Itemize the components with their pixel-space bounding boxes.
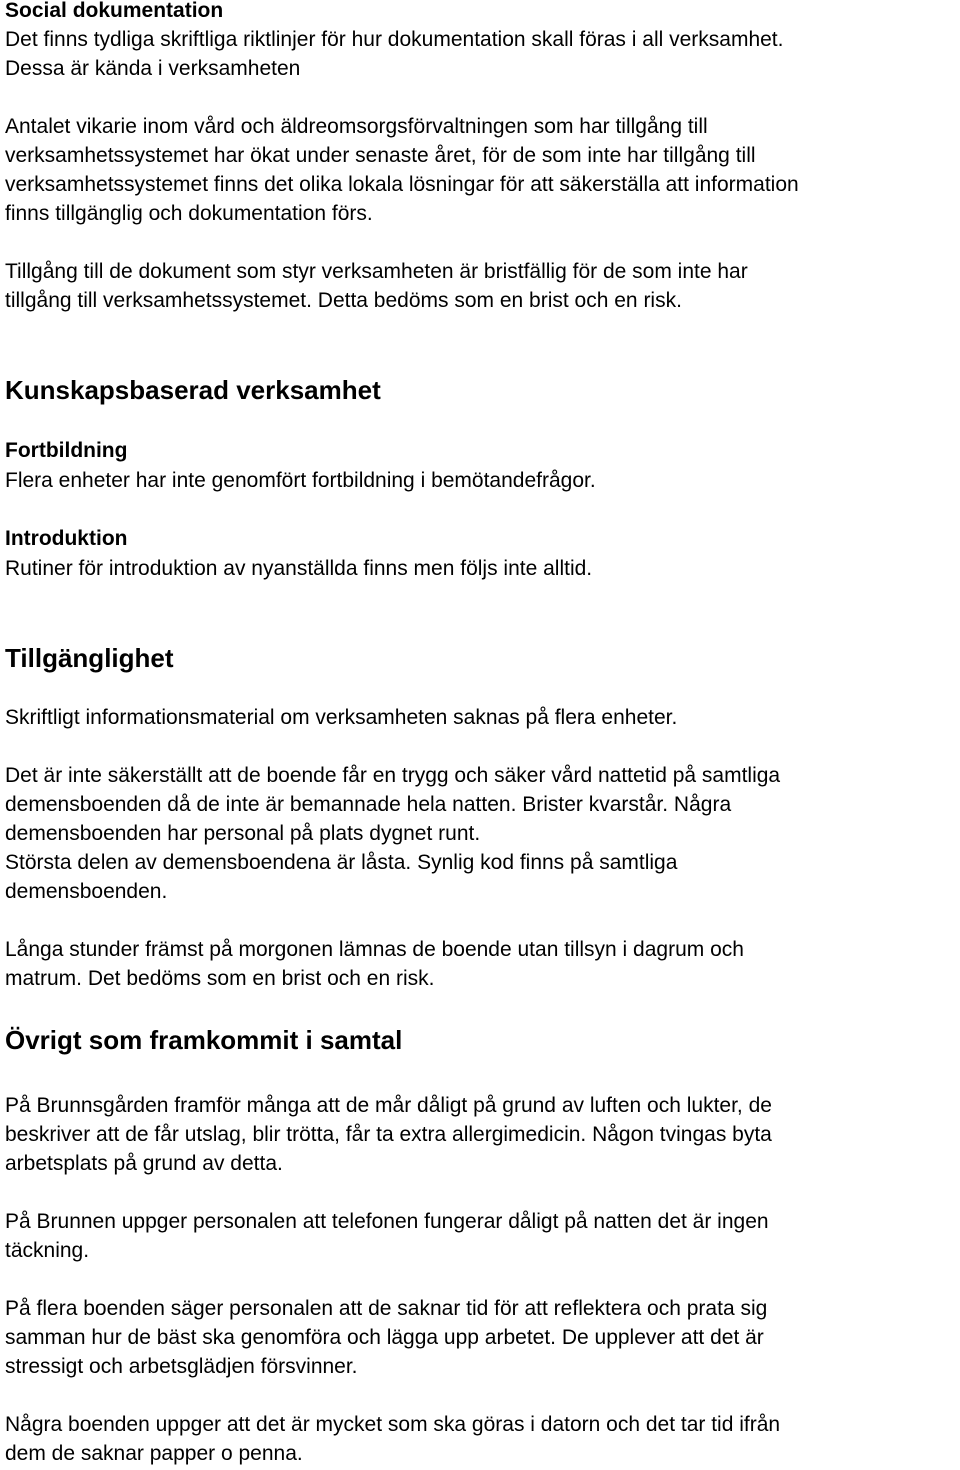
paragraph-line: På flera boenden säger personalen att de saknar tid för att reflektera och prata sig (5, 1297, 768, 1320)
paragraph-line: finns tillgänglig och dokumentation förs. (5, 202, 373, 225)
paragraph-line: arbetsplats på grund av detta. (5, 1152, 283, 1175)
paragraph-line: verksamhetssystemet har ökat under senaste året, för de som inte har tillgång till (5, 144, 756, 167)
heading-social-dokumentation: Social dokumentation (5, 0, 224, 22)
paragraph-line: demensboenden har personal på plats dygnet runt. (5, 822, 481, 845)
heading-kunskapsbaserad-verksamhet: Kunskapsbaserad verksamhet (5, 375, 381, 405)
paragraph-line: täckning. (5, 1239, 90, 1262)
heading-tillganglighet: Tillgänglighet (5, 643, 174, 673)
paragraph-line: verksamhetssystemet finns det olika lokala lösningar för att säkerställa att information (5, 173, 799, 196)
paragraph-line: Dessa är kända i verksamheten (5, 57, 301, 80)
paragraph-line: Det är inte säkerställt att de boende får en trygg och säker vård nattetid på samtliga (5, 764, 781, 787)
paragraph-line: Det finns tydliga skriftliga riktlinjer för hur dokumentation skall föras i all verksamhet. (5, 28, 784, 51)
paragraph-line: samman hur de bäst ska genomföra och lägga upp arbetet. De upplever att det är (5, 1326, 764, 1349)
paragraph-line: Antalet vikarie inom vård och äldreomsorgsförvaltningen som har tillgång till (5, 115, 708, 138)
paragraph-line: dem de saknar papper o penna. (5, 1442, 303, 1465)
paragraph-line: Rutiner för introduktion av nyanställda finns men följs inte alltid. (5, 557, 593, 580)
paragraph-line: Flera enheter har inte genomfört fortbildning i bemötandefrågor. (5, 469, 596, 492)
paragraph-line: Tillgång till de dokument som styr verksamheten är bristfällig för de som inte har (5, 260, 748, 283)
paragraph-line: På Brunnen uppger personalen att telefonen fungerar dåligt på natten det är ingen (5, 1210, 769, 1233)
paragraph-line: stressigt och arbetsglädjen försvinner. (5, 1355, 358, 1378)
paragraph-line: demensboenden. (5, 880, 168, 903)
paragraph-line: beskriver att de får utslag, blir trötta, får ta extra allergimedicin. Någon tvingas byta (5, 1123, 772, 1146)
paragraph-line: Långa stunder främst på morgonen lämnas de boende utan tillsyn i dagrum och (5, 938, 744, 961)
paragraph-line: Några boenden uppger att det är mycket som ska göras i datorn och det tar tid ifrån (5, 1413, 781, 1436)
subheading-introduktion: Introduktion (5, 527, 128, 550)
paragraph-line: matrum. Det bedöms som en brist och en risk. (5, 967, 435, 990)
paragraph-line: Skriftligt informationsmaterial om verksamheten saknas på flera enheter. (5, 706, 678, 729)
heading-ovrigt: Övrigt som framkommit i samtal (5, 1025, 403, 1055)
paragraph-line: demensboenden då de inte är bemannade hela natten. Brister kvarstår. Några (5, 793, 732, 816)
paragraph-line: På Brunnsgården framför många att de mår dåligt på grund av luften och lukter, de (5, 1094, 772, 1117)
subheading-fortbildning: Fortbildning (5, 439, 128, 462)
paragraph-line: tillgång till verksamhetssystemet. Detta bedöms som en brist och en risk. (5, 289, 682, 312)
paragraph-line: Största delen av demensboendena är låsta. Synlig kod finns på samtliga (5, 851, 678, 874)
